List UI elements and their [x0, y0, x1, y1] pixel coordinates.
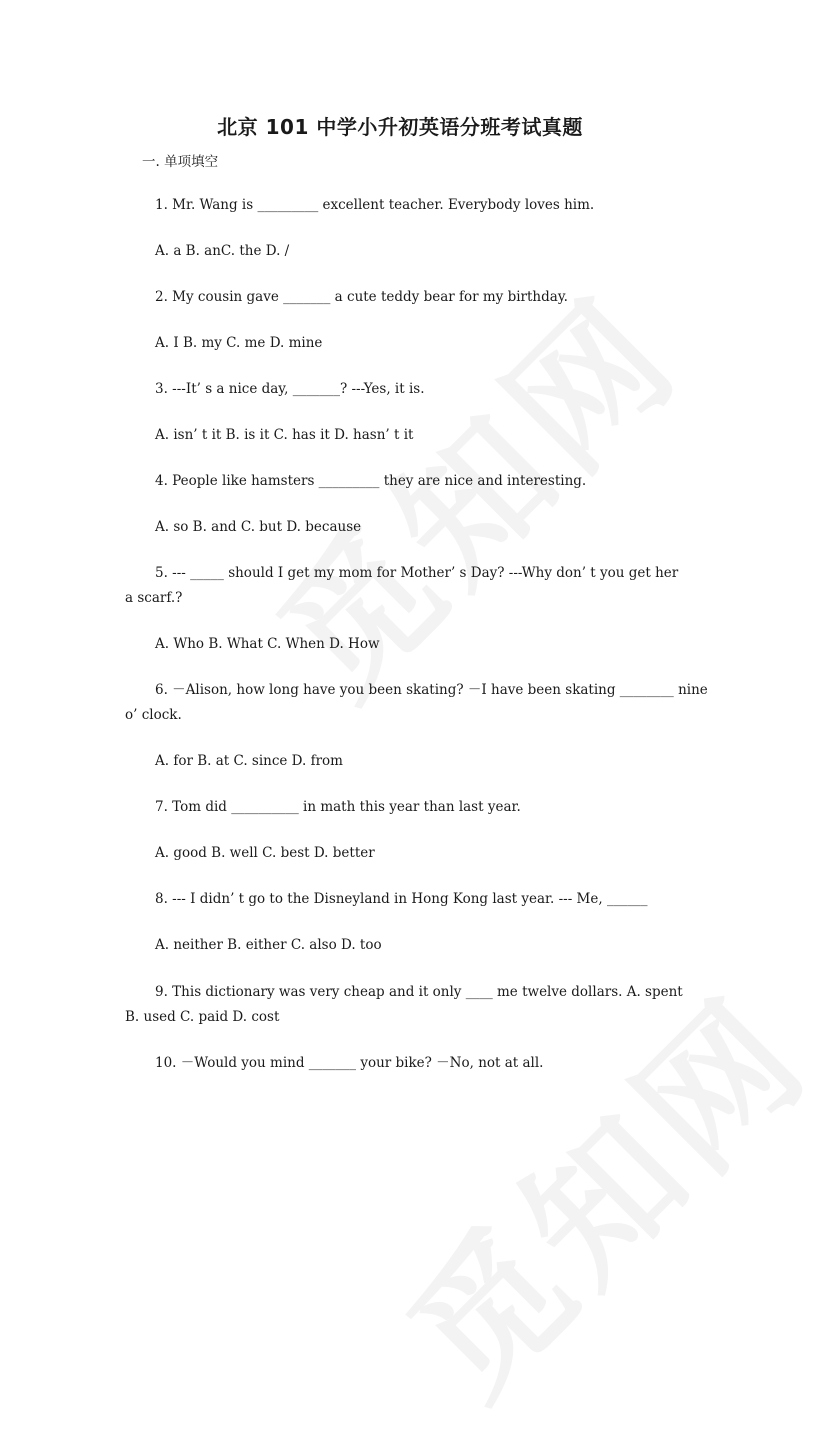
question-5-text-cont: a scarf.? — [125, 590, 183, 606]
question-7-options: A. good B. well C. best D. better — [155, 845, 375, 861]
page-title: 北京 101 中学小升初英语分班考试真题 — [217, 115, 583, 139]
question-3-text: 3. ---It’ s a nice day, _______? ---Yes, it is. — [155, 381, 425, 397]
question-4-options: A. so B. and C. but D. because — [155, 519, 362, 535]
question-9-text-cont: B. used C. paid D. cost — [125, 1009, 280, 1025]
question-5-options: A. Who B. What C. When D. How — [155, 636, 380, 652]
question-8-options: A. neither B. either C. also D. too — [155, 937, 382, 953]
question-6-options: A. for B. at C. since D. from — [155, 753, 343, 769]
question-1-options: A. a B. anC. the D. / — [155, 243, 290, 259]
question-2-options: A. I B. my C. me D. mine — [155, 335, 323, 351]
section-heading: 一. 单项填空 — [142, 154, 219, 170]
watermark — [354, 942, 830, 1434]
question-6-text: 6. －Alison, how long have you been skating? －I have been skating ________ nine — [155, 682, 708, 698]
question-7-text: 7. Tom did __________ in math this year than last year. — [155, 799, 521, 815]
question-1-text: 1. Mr. Wang is _________ excellent teacher. Everybody loves him. — [155, 197, 595, 213]
question-5-text: 5. --- _____ should I get my mom for Mother’ s Day? ---Why don’ t you get her — [155, 565, 679, 581]
question-6-text-cont: o’ clock. — [125, 707, 182, 723]
question-10-text: 10. －Would you mind _______ your bike? －No, not at all. — [155, 1055, 544, 1071]
question-4-text: 4. People like hamsters _________ they are nice and interesting. — [155, 473, 587, 489]
question-8-text: 8. --- I didn’ t go to the Disneyland in Hong Kong last year. --- Me, ______ — [155, 891, 648, 907]
question-3-options: A. isn’ t it B. is it C. has it D. hasn’ t it — [155, 427, 414, 443]
question-2-text: 2. My cousin gave _______ a cute teddy bear for my birthday. — [155, 289, 568, 305]
question-9-text: 9. This dictionary was very cheap and it only ____ me twelve dollars. A. spent — [155, 984, 683, 1000]
